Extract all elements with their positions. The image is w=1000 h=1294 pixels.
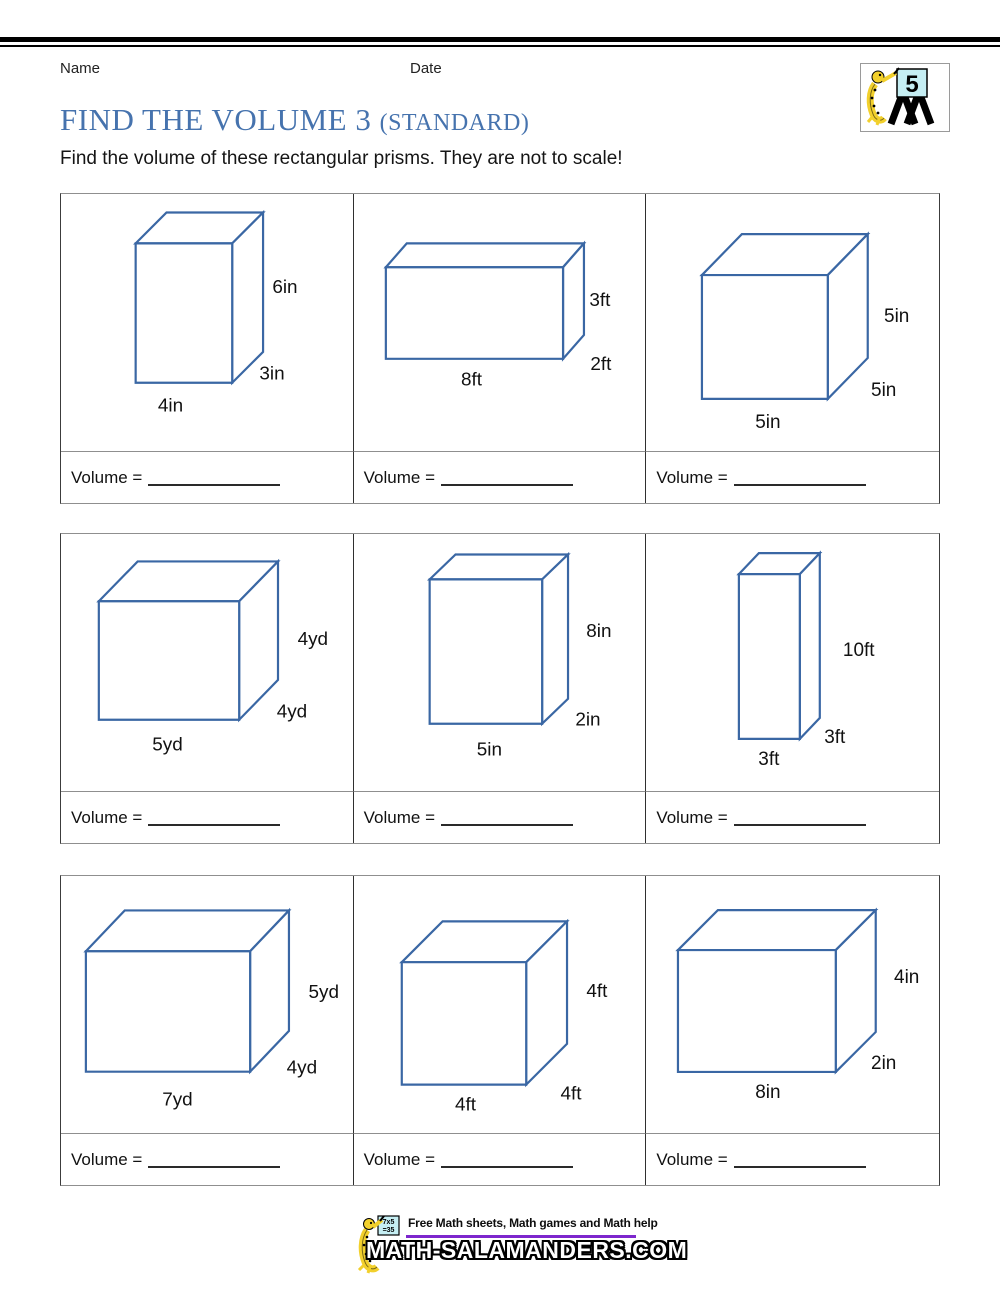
depth-dimension-label: 2in [574, 709, 601, 731]
footer-tagline: Free Math sheets, Math games and Math help [408, 1216, 658, 1230]
volume-answer-cell [61, 791, 354, 843]
answer-blank-line [148, 809, 280, 826]
board-equation-line2: =35 [382, 1227, 395, 1234]
prism-front-face [678, 950, 836, 1072]
answer-blank-line [734, 809, 866, 826]
worksheet-grid-row-2 [60, 533, 940, 844]
volume-answer-cell [61, 451, 354, 503]
width-dimension-label: 3ft [758, 748, 780, 770]
grade-badge-art [861, 64, 949, 131]
depth-dimension-label: 3ft [824, 726, 846, 748]
depth-dimension-label: 5in [871, 379, 897, 401]
volume-label: Volume = [71, 807, 143, 827]
volume-label: Volume = [71, 1149, 143, 1169]
prism-cell [354, 534, 647, 791]
prism-figure [61, 194, 353, 451]
grade-number: 5 [905, 71, 919, 98]
volume-answer-cell [354, 1133, 647, 1185]
height-dimension-label: 10ft [843, 640, 875, 662]
prism-cell [354, 194, 647, 451]
instructions-text: Find the volume of these rectangular prisms. They are not to scale! [60, 148, 623, 169]
prism-cell [61, 534, 354, 791]
prism-side-face [232, 213, 263, 383]
height-dimension-label: 4ft [586, 981, 608, 1003]
width-dimension-label: 5in [476, 739, 502, 761]
height-dimension-label: 4in [894, 967, 920, 989]
footer-site-name: MATH-SALAMANDERS.COM [366, 1237, 688, 1263]
volume-label: Volume = [656, 467, 728, 487]
prism-figure [354, 194, 646, 451]
prism-cell [354, 876, 647, 1133]
depth-dimension-label: 2ft [590, 353, 612, 375]
prism-cell [646, 876, 939, 1133]
answer-blank-line [441, 469, 573, 486]
height-dimension-label: 5yd [308, 982, 340, 1004]
height-dimension-label: 3ft [589, 290, 611, 312]
answer-blank-line [441, 1151, 573, 1168]
prism-front-face [99, 601, 239, 719]
volume-answer-cell [646, 791, 939, 843]
prism-side-face [800, 553, 820, 739]
depth-dimension-label: 2in [871, 1052, 897, 1074]
prism-figure [354, 876, 646, 1133]
prism-front-face [739, 574, 800, 739]
volume-label: Volume = [656, 1149, 728, 1169]
volume-label: Volume = [363, 807, 436, 827]
depth-dimension-label: 4yd [276, 701, 308, 723]
page-title [60, 102, 529, 138]
volume-label: Volume = [71, 467, 143, 487]
prism-front-face [86, 951, 250, 1071]
height-dimension-label: 6in [272, 277, 298, 299]
volume-label: Volume = [656, 807, 728, 827]
grade-badge [860, 63, 950, 132]
prism-figure [646, 534, 939, 791]
date-label: Date [410, 60, 442, 77]
width-dimension-label: 4ft [454, 1094, 476, 1116]
answer-blank-line [734, 1151, 866, 1168]
prism-figure [646, 194, 939, 451]
prism-figure [61, 534, 353, 791]
prism-cell [61, 876, 354, 1133]
prism-front-face [401, 962, 525, 1084]
site-footer-logo [352, 1210, 688, 1284]
prism-figure [354, 534, 646, 791]
width-dimension-label: 5in [755, 411, 781, 433]
volume-answer-cell [61, 1133, 354, 1185]
prism-cell [61, 194, 354, 451]
page-top-rule-thick [0, 37, 1000, 42]
width-dimension-label: 4in [157, 395, 184, 417]
page-title-main: FIND THE VOLUME 3 [60, 102, 372, 137]
volume-answer-cell [646, 1133, 939, 1185]
height-dimension-label: 5in [884, 306, 910, 328]
width-dimension-label: 8in [755, 1081, 781, 1103]
volume-answer-cell [646, 451, 939, 503]
board-equation-line1: 7x5 [382, 1219, 395, 1226]
prism-cell [646, 534, 939, 791]
prism-figure [61, 876, 353, 1133]
height-dimension-label: 4yd [297, 629, 329, 651]
prism-side-face [542, 554, 568, 723]
volume-label: Volume = [363, 1149, 436, 1169]
prism-front-face [429, 579, 541, 723]
depth-dimension-label: 3in [259, 363, 285, 385]
volume-label: Volume = [363, 467, 436, 487]
depth-dimension-label: 4yd [286, 1057, 318, 1079]
answer-blank-line [441, 809, 573, 826]
page-top-rule-thin [0, 45, 1000, 47]
answer-blank-line [148, 469, 280, 486]
volume-answer-cell [354, 451, 647, 503]
height-dimension-label: 8in [585, 621, 612, 643]
page-title-suffix: (STANDARD) [379, 110, 530, 136]
answer-blank-line [148, 1151, 280, 1168]
prism-front-face [386, 267, 563, 359]
worksheet-grid-row-3 [60, 875, 940, 1186]
worksheet-grid-row-1 [60, 193, 940, 504]
prism-top-face [386, 243, 584, 267]
prism-figure [646, 876, 939, 1133]
answer-blank-line [734, 469, 866, 486]
width-dimension-label: 5yd [152, 734, 183, 756]
width-dimension-label: 7yd [162, 1089, 193, 1111]
name-label: Name [60, 60, 101, 77]
volume-answer-cell [354, 791, 647, 843]
prism-cell [646, 194, 939, 451]
depth-dimension-label: 4ft [560, 1083, 582, 1105]
width-dimension-label: 8ft [460, 369, 482, 391]
prism-front-face [702, 275, 828, 399]
prism-front-face [136, 243, 233, 382]
